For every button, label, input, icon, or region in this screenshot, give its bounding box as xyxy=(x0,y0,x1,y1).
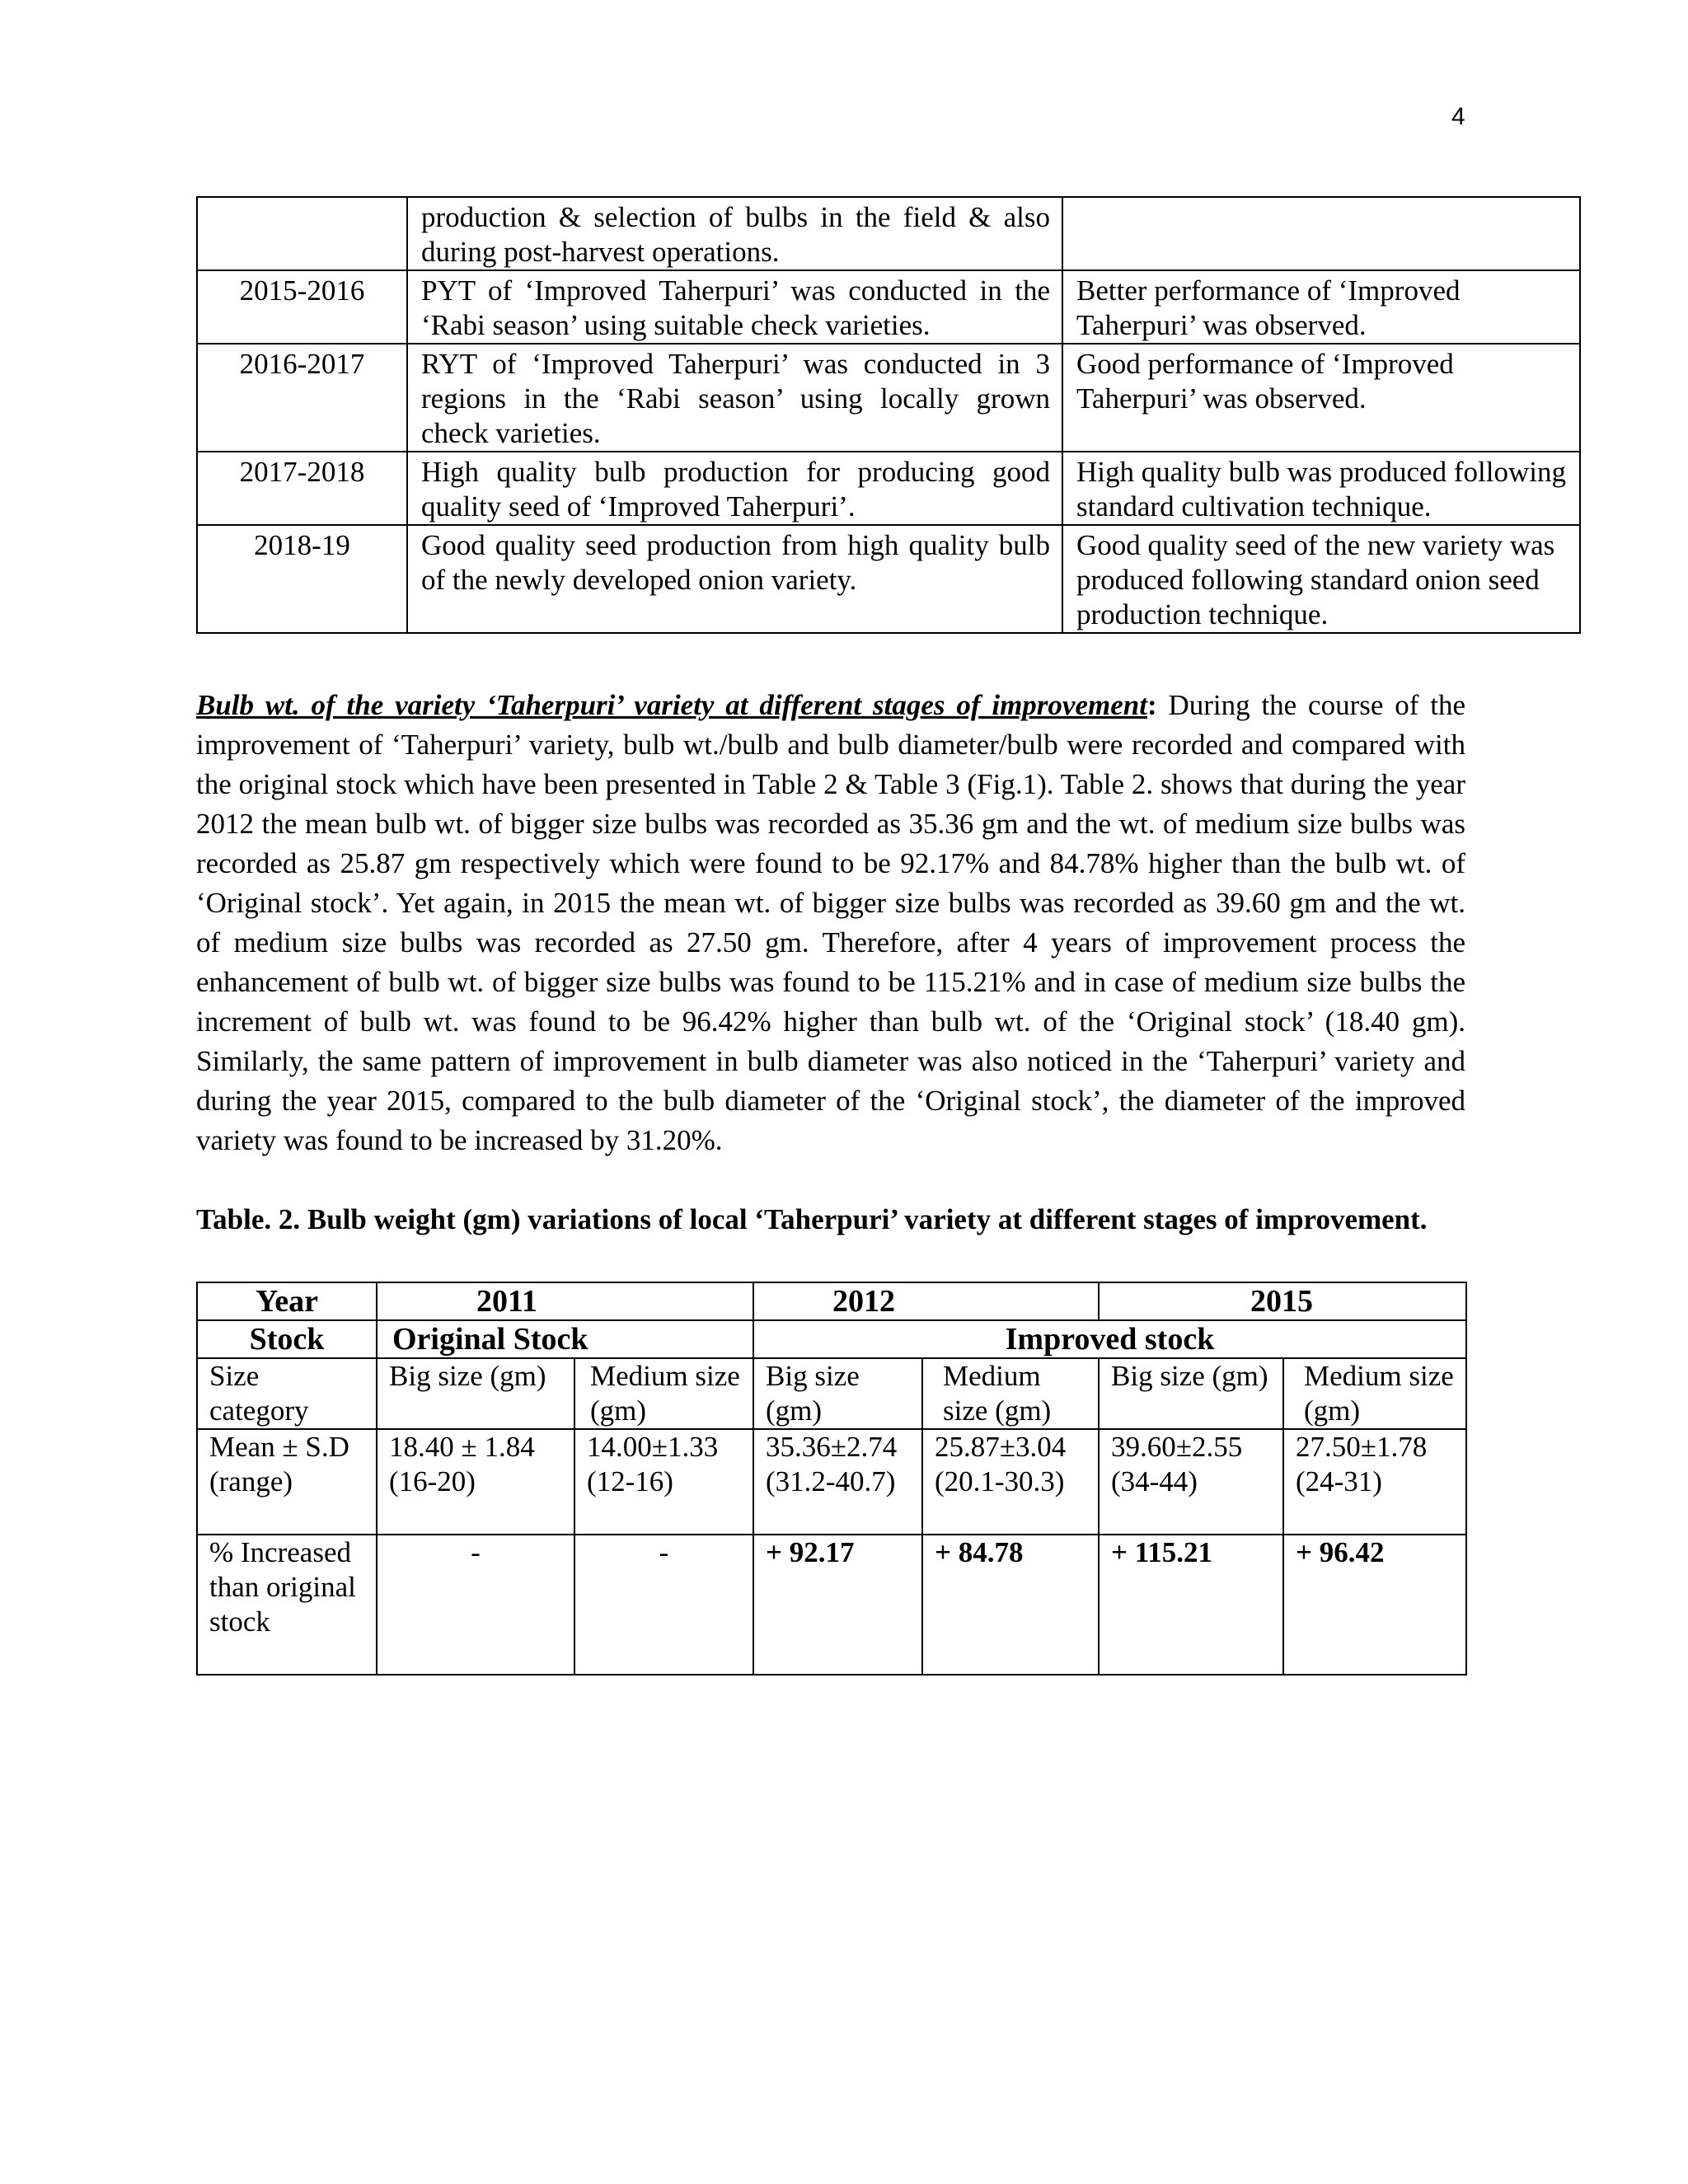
timeline-year-cell: 2017-2018 xyxy=(197,452,407,525)
increase-cell: + 96.42 xyxy=(1283,1535,1466,1675)
increase-label: % Increased than original stock xyxy=(197,1535,377,1675)
size-category-label: Size category xyxy=(197,1358,377,1429)
size-label-cell: Big size (gm) xyxy=(377,1358,574,1429)
timeline-outcome-cell: Good quality seed of the new variety was produced following standard onion seed production technique. xyxy=(1062,525,1580,633)
bulb-weight-table xyxy=(196,1282,1467,1675)
increase-cell: - xyxy=(574,1535,753,1675)
timeline-row xyxy=(197,270,1580,344)
timeline-activity-cell: High quality bulb production for producing good quality seed of ‘Improved Taherpuri’. xyxy=(407,452,1062,525)
increase-cell: + 84.78 xyxy=(922,1535,1099,1675)
year-2012: 2012 xyxy=(753,1282,1099,1320)
bulb-weight-paragraph xyxy=(196,686,1465,1160)
increase-row xyxy=(197,1535,1466,1675)
stock-label: Stock xyxy=(197,1320,377,1358)
timeline-activity-cell: production & selection of bulbs in the field & also during post-harvest operations. xyxy=(407,197,1062,270)
mean-cell: 18.40 ± 1.84 (16-20) xyxy=(377,1429,574,1535)
page-number: 4 xyxy=(1451,103,1465,130)
year-label: Year xyxy=(197,1282,377,1320)
timeline-row xyxy=(197,197,1580,270)
increase-cell: + 115.21 xyxy=(1099,1535,1283,1675)
mean-cell: 25.87±3.04 (20.1-30.3) xyxy=(922,1429,1099,1535)
size-label-cell: Medium size (gm) xyxy=(1283,1358,1466,1429)
timeline-activity-cell: RYT of ‘Improved Taherpuri’ was conducted in 3 regions in the ‘Rabi season’ using locally grown check varieties. xyxy=(407,344,1062,452)
timeline-activity-cell: PYT of ‘Improved Taherpuri’ was conducted in the ‘Rabi season’ using suitable check varieties. xyxy=(407,270,1062,344)
year-header-row xyxy=(197,1282,1466,1320)
size-label-cell: Big size (gm) xyxy=(753,1358,922,1429)
timeline-outcome-cell xyxy=(1062,197,1580,270)
timeline-outcome-cell: Better performance of ‘Improved Taherpuri’ was observed. xyxy=(1062,270,1580,344)
increase-cell: - xyxy=(377,1535,574,1675)
section-heading: Bulb wt. of the variety ‘Taherpuri’ variety at different stages of improvement xyxy=(196,689,1147,721)
timeline-row xyxy=(197,525,1580,633)
mean-cell: 27.50±1.78 (24-31) xyxy=(1283,1429,1466,1535)
stock-header-row xyxy=(197,1320,1466,1358)
timeline-year-cell: 2018-19 xyxy=(197,525,407,633)
table2-caption: Table. 2. Bulb weight (gm) variations of local ‘Taherpuri’ variety at different stages of improvement. xyxy=(196,1203,1428,1235)
mean-cell: 35.36±2.74 (31.2-40.7) xyxy=(753,1429,922,1535)
improved-stock-label: Improved stock xyxy=(753,1320,1466,1358)
mean-row xyxy=(197,1429,1466,1535)
timeline-activity-cell: Good quality seed production from high quality bulb of the newly developed onion variety. xyxy=(407,525,1062,633)
size-label-cell: Medium size (gm) xyxy=(574,1358,753,1429)
timeline-year-cell xyxy=(197,197,407,270)
timeline-outcome-cell: Good performance of ‘Improved Taherpuri’ was observed. xyxy=(1062,344,1580,452)
timeline-year-cell: 2016-2017 xyxy=(197,344,407,452)
size-label-cell: Big size (gm) xyxy=(1099,1358,1283,1429)
increase-cell: + 92.17 xyxy=(753,1535,922,1675)
mean-cell: 14.00±1.33 (12-16) xyxy=(574,1429,753,1535)
timeline-year-cell: 2015-2016 xyxy=(197,270,407,344)
timeline-outcome-cell: High quality bulb was produced following standard cultivation technique. xyxy=(1062,452,1580,525)
year-2011: 2011 xyxy=(377,1282,753,1320)
year-2015: 2015 xyxy=(1099,1282,1466,1320)
section-heading-colon: : xyxy=(1146,689,1157,721)
size-label-cell: Medium size (gm) xyxy=(922,1358,1099,1429)
timeline-row xyxy=(197,344,1580,452)
mean-cell: 39.60±2.55 (34-44) xyxy=(1099,1429,1283,1535)
original-stock-label: Original Stock xyxy=(377,1320,753,1358)
section-body: During the course of the improvement of ‘Taherpuri’ variety, bulb wt./bulb and bulb diameter/bulb were recorded and compared with the original stock which have been presented in Table 2 & Table 3 (Fig.1). Table 2. shows that during the year 2012 the mean bulb wt. of bigger size bulbs was recorded as 35.36 gm and the wt. of medium size bulbs was recorded as 25.87 gm respectively which were found to be 92.17% and 84.78% higher than the bulb wt. of ‘Original stock’. Yet again, in 2015 the mean wt. of bigger size bulbs was recorded as 39.60 gm and the wt. of medium size bulbs was recorded as 27.50 gm. Therefore, after 4 years of improvement process the enhancement of bulb wt. of bigger size bulbs was found to be 115.21% and in case of medium size bulbs the increment of bulb wt. was found to be 96.42% higher than bulb wt. of the ‘Original stock’ (18.40 gm). Similarly, the same pattern of improvement in bulb diameter was also noticed in the ‘Taherpuri’ variety and during the year 2015, compared to the bulb diameter of the ‘Original stock’, the diameter of the improved variety was found to be increased by 31.20%. xyxy=(196,689,1465,1156)
variety-development-timeline-table xyxy=(196,196,1581,634)
size-category-row xyxy=(197,1358,1466,1429)
mean-label: Mean ± S.D (range) xyxy=(197,1429,377,1535)
timeline-row xyxy=(197,452,1580,525)
